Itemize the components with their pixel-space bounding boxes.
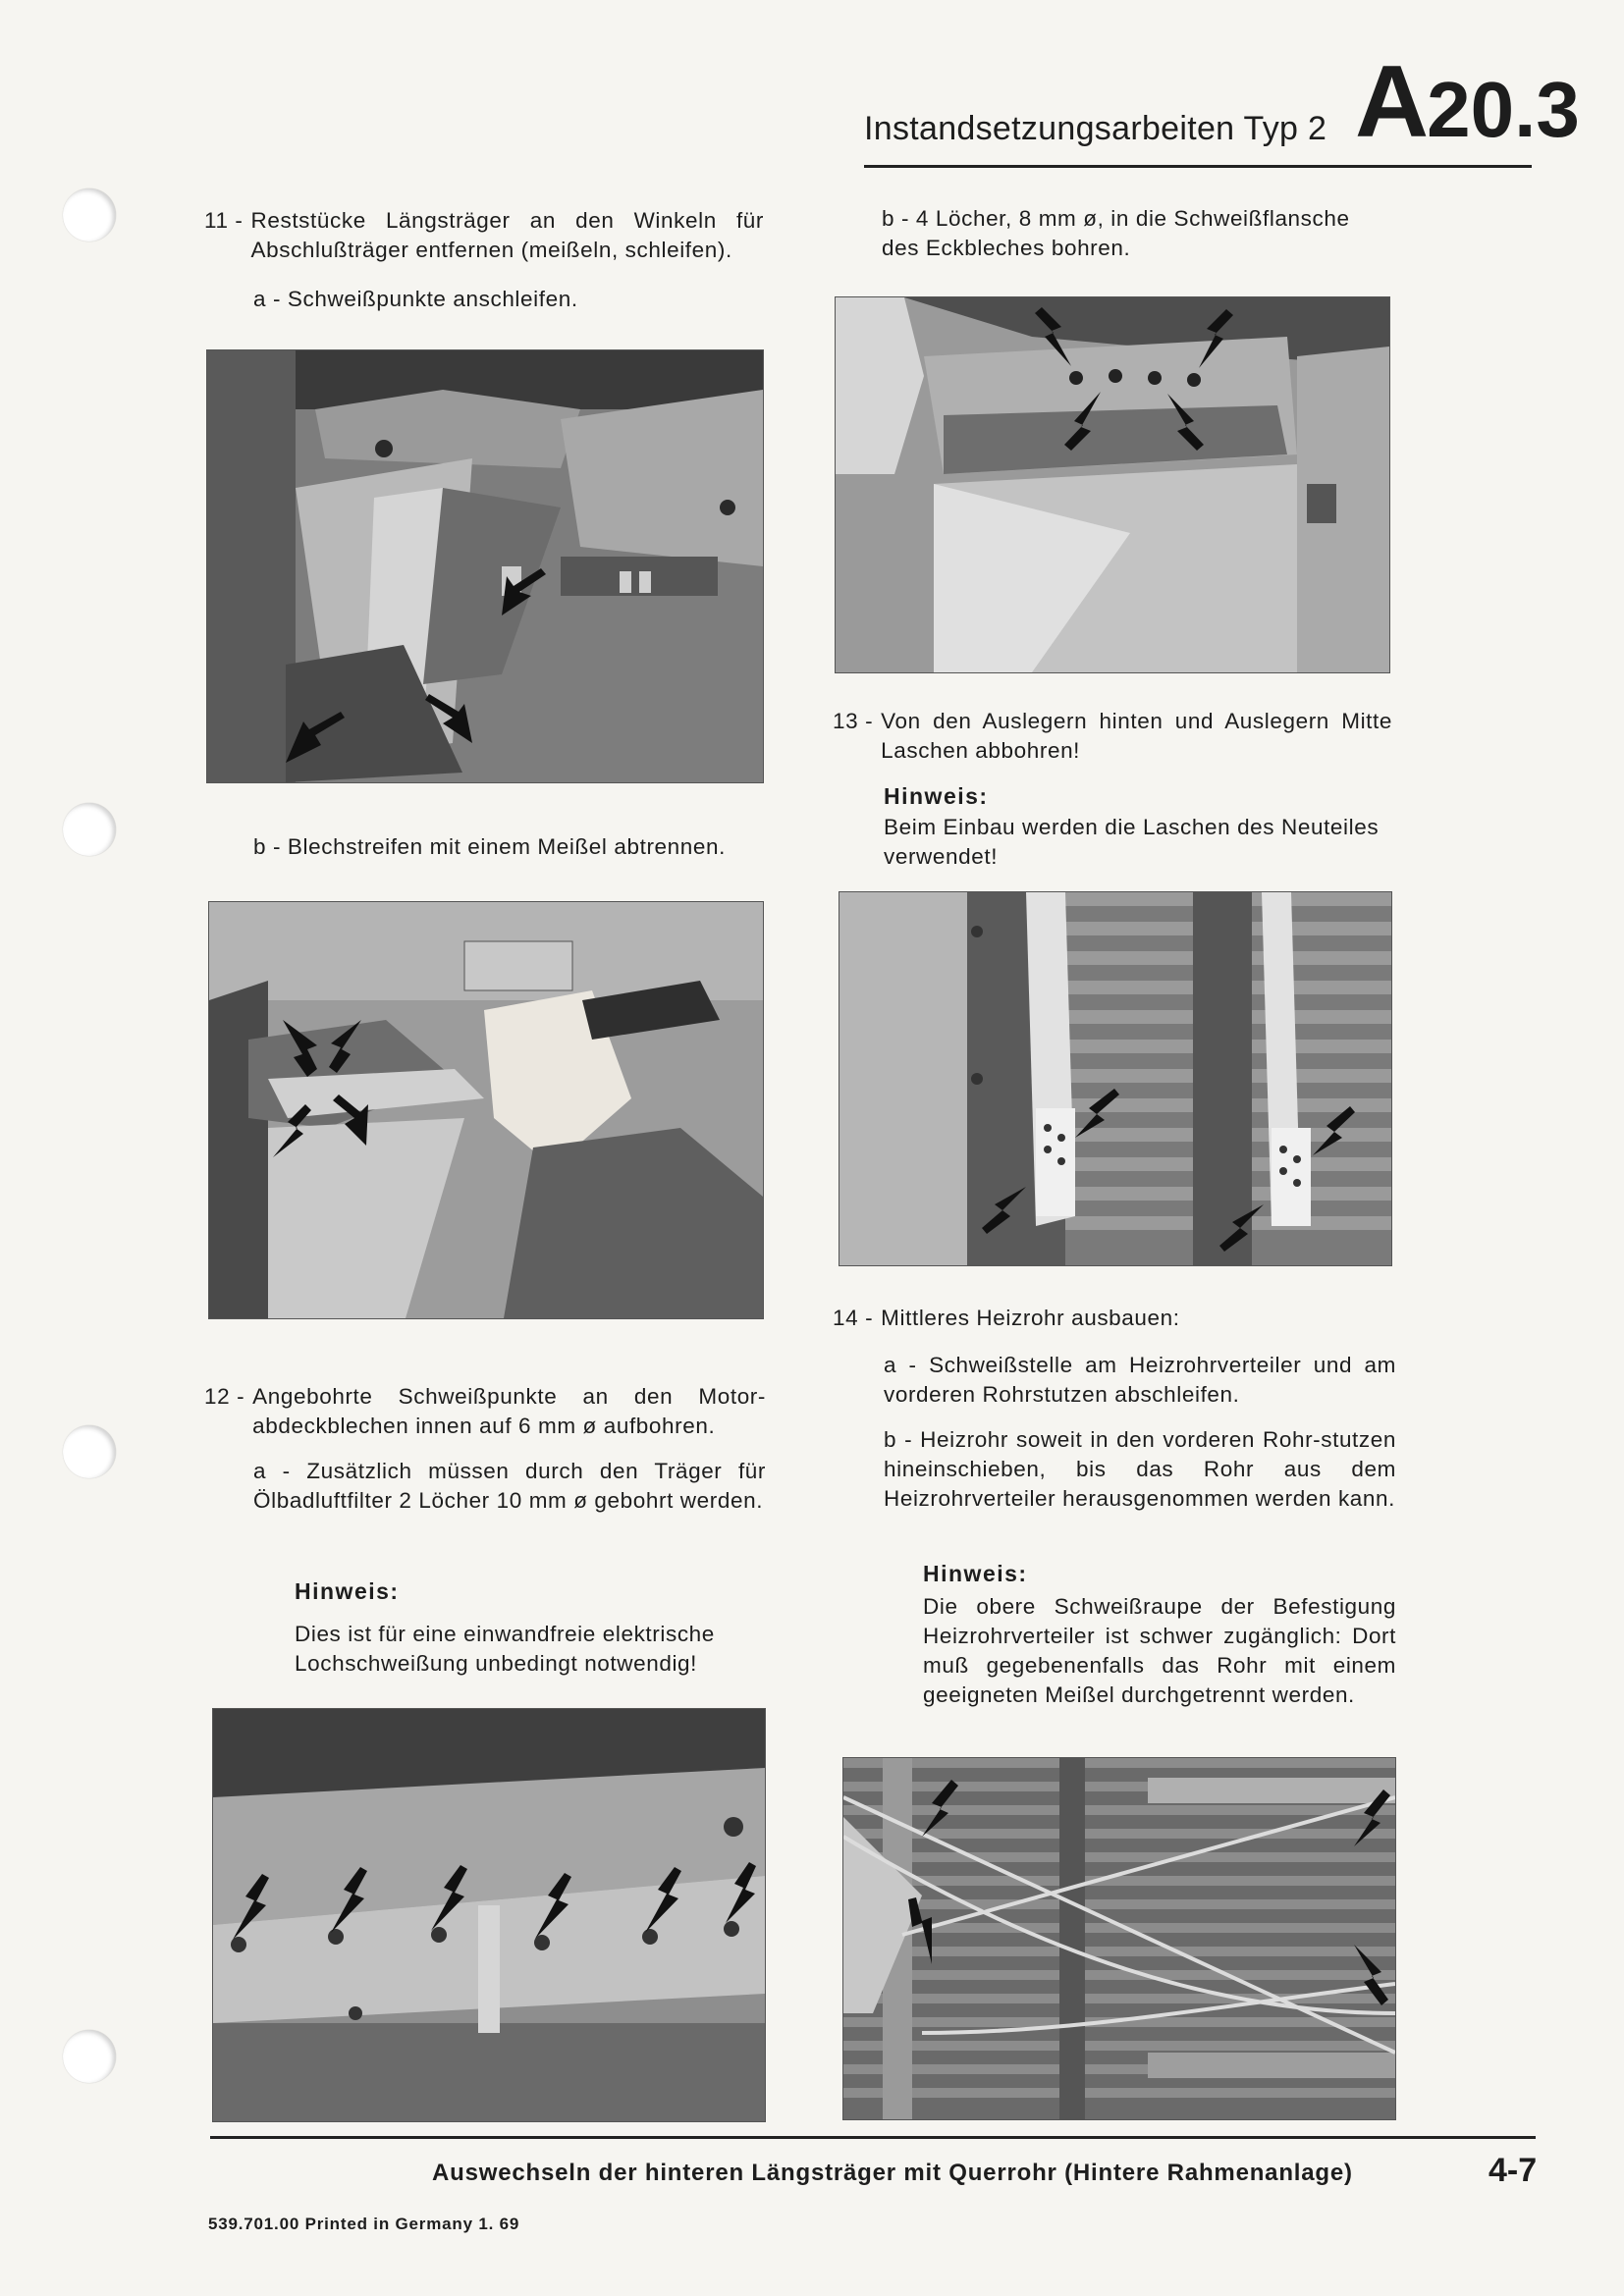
section-code-letter: A	[1355, 45, 1428, 159]
step-13-text: Von den Auslegern hinten und Auslegern Mitte Laschen abbohren!	[881, 709, 1392, 763]
step-14	[833, 1304, 1392, 1333]
photo-sheet-strip-chisel	[208, 901, 764, 1319]
print-info: 539.701.00 Printed in Germany 1. 69	[208, 2215, 520, 2233]
punch-hole	[63, 1425, 116, 1478]
punch-hole	[63, 2030, 116, 2083]
step-14-hinweis-label: Hinweis:	[923, 1561, 1028, 1586]
step-11b-chisel: b - Blechstreifen mit einem Meißel abtrennen.	[253, 834, 726, 859]
step-12	[204, 1382, 766, 1441]
section-code	[1355, 45, 1580, 159]
page-number: 4-7	[1489, 2152, 1538, 2189]
header-title: Instandsetzungsarbeiten Typ 2	[864, 110, 1327, 147]
photo-heater-pipe	[842, 1757, 1396, 2120]
step-12a: a - Zusätzlich müssen durch den Träger für Ölbadluftfilter 2 Löcher 10 mm ø gebohrt werden.	[253, 1459, 766, 1513]
section-code-number: 20.3	[1427, 66, 1580, 153]
step-14a: a - Schweißstelle am Heizrohrverteiler und am vorderen Rohrstutzen abschleifen.	[884, 1353, 1396, 1407]
step-14-hinweis-text: Die obere Schweißraupe der Befestigung Heizrohrverteiler ist schwer zugänglich: Dort muß gegebenenfalls das Rohr mit einem geeigneten Meißel durchgetrennt werden.	[923, 1594, 1396, 1707]
step-13	[833, 707, 1392, 766]
step-14b: b - Heizrohr soweit in den vorderen Rohr-stutzen hineinschieben, bis das Rohr aus dem Heizrohrverteiler herausgenommen werden kann.	[884, 1427, 1396, 1511]
step-11a: a - Schweißpunkte anschleifen.	[253, 287, 578, 311]
step-12-hinweis-text: Dies ist für eine einwandfreie elektrische Lochschweißung unbedingt notwendig!	[295, 1622, 715, 1676]
footer-title: Auswechseln der hinteren Längsträger mit Querrohr (Hintere Rahmenanlage)	[432, 2160, 1353, 2186]
header-rule	[864, 165, 1532, 168]
step-14-text: Mittleres Heizrohr ausbauen:	[881, 1306, 1180, 1330]
step-12-number: 12 -	[204, 1384, 245, 1409]
step-12-hinweis-label: Hinweis:	[295, 1578, 400, 1604]
footer-rule	[210, 2136, 1536, 2139]
step-14-number: 14 -	[833, 1306, 874, 1330]
step-11-text: Reststücke Längsträger an den Winkeln für Abschlußträger entfernen (meißeln, schleifen).	[250, 208, 764, 262]
punch-hole	[63, 188, 116, 241]
punch-hole	[63, 803, 116, 856]
photo-weld-points-grinding	[206, 349, 764, 783]
photo-drill-holes-frame	[212, 1708, 766, 2122]
step-11	[204, 206, 764, 265]
photo-corner-plate-holes	[835, 296, 1390, 673]
step-13-hinweis-label: Hinweis:	[884, 783, 989, 809]
step-11-number: 11 -	[204, 208, 244, 233]
step-13-number: 13 -	[833, 709, 874, 733]
step-11b-holes: b - 4 Löcher, 8 mm ø, in die Schweißflansche des Eckbleches bohren.	[882, 206, 1350, 260]
step-12-text: Angebohrte Schweißpunkte an den Motor-abdeckblechen innen auf 6 mm ø aufbohren.	[252, 1384, 766, 1438]
photo-outrigger-tabs	[839, 891, 1392, 1266]
step-13-hinweis-text: Beim Einbau werden die Laschen des Neuteiles verwendet!	[884, 815, 1380, 869]
